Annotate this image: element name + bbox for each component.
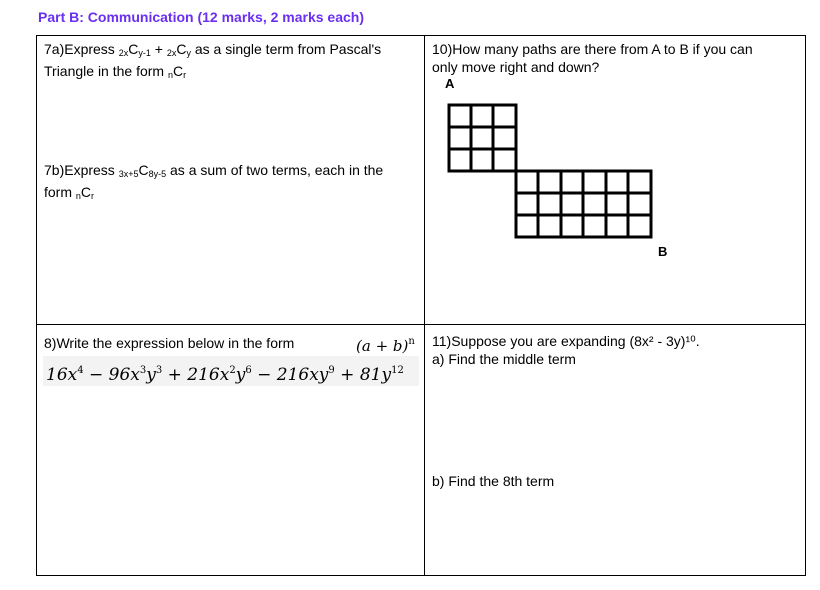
grid-label-b: B: [658, 244, 668, 259]
question-7b: [44, 161, 422, 205]
question-11-part-b: b) Find the 8th term: [432, 473, 555, 489]
question-11: [432, 332, 802, 368]
question-8-text: 8)Write the expression below in the form: [44, 335, 295, 351]
binomial-form: $(a + b)^n$: [356, 336, 415, 355]
question-10-line1: 10)How many paths are there from A to B if you can: [432, 41, 753, 57]
question-7a-line1: 7a)Express $_{2x}C_{y-1} + _{2x}C_y$ as a single term from Pascal's: [44, 41, 382, 58]
grid-label-a: A: [445, 76, 455, 91]
question-10: [432, 40, 802, 76]
row-divider: [37, 324, 805, 325]
question-11-part-a: a) Find the middle term: [432, 351, 576, 367]
lower-grid: [516, 171, 651, 237]
column-divider: [424, 36, 425, 575]
question-7a: [44, 40, 422, 84]
question-7b-line2: form $_nC_r$: [44, 184, 95, 201]
question-11-line1: 11)Suppose you are expanding (8x² - 3y)¹⁰.: [432, 333, 700, 349]
question-table: [36, 35, 806, 576]
question-10-line2: only move right and down?: [432, 59, 600, 75]
path-grid-diagram: [447, 103, 657, 243]
upper-grid: [449, 105, 516, 171]
polynomial-expression: $16x^4 - 96x^3y^3 + 216x^2y^6 - 216xy^9 + 81y^{12}$: [43, 356, 419, 386]
question-7a-line2: Triangle in the form $_nC_r$: [44, 63, 187, 80]
section-title: Part B: Communication (12 marks, 2 marks each): [38, 9, 365, 25]
question-7b-line1: 7b)Express $_{3x+5}C_{8y-5}$ as a sum of two terms, each in the: [44, 162, 384, 179]
question-8: [44, 334, 422, 355]
